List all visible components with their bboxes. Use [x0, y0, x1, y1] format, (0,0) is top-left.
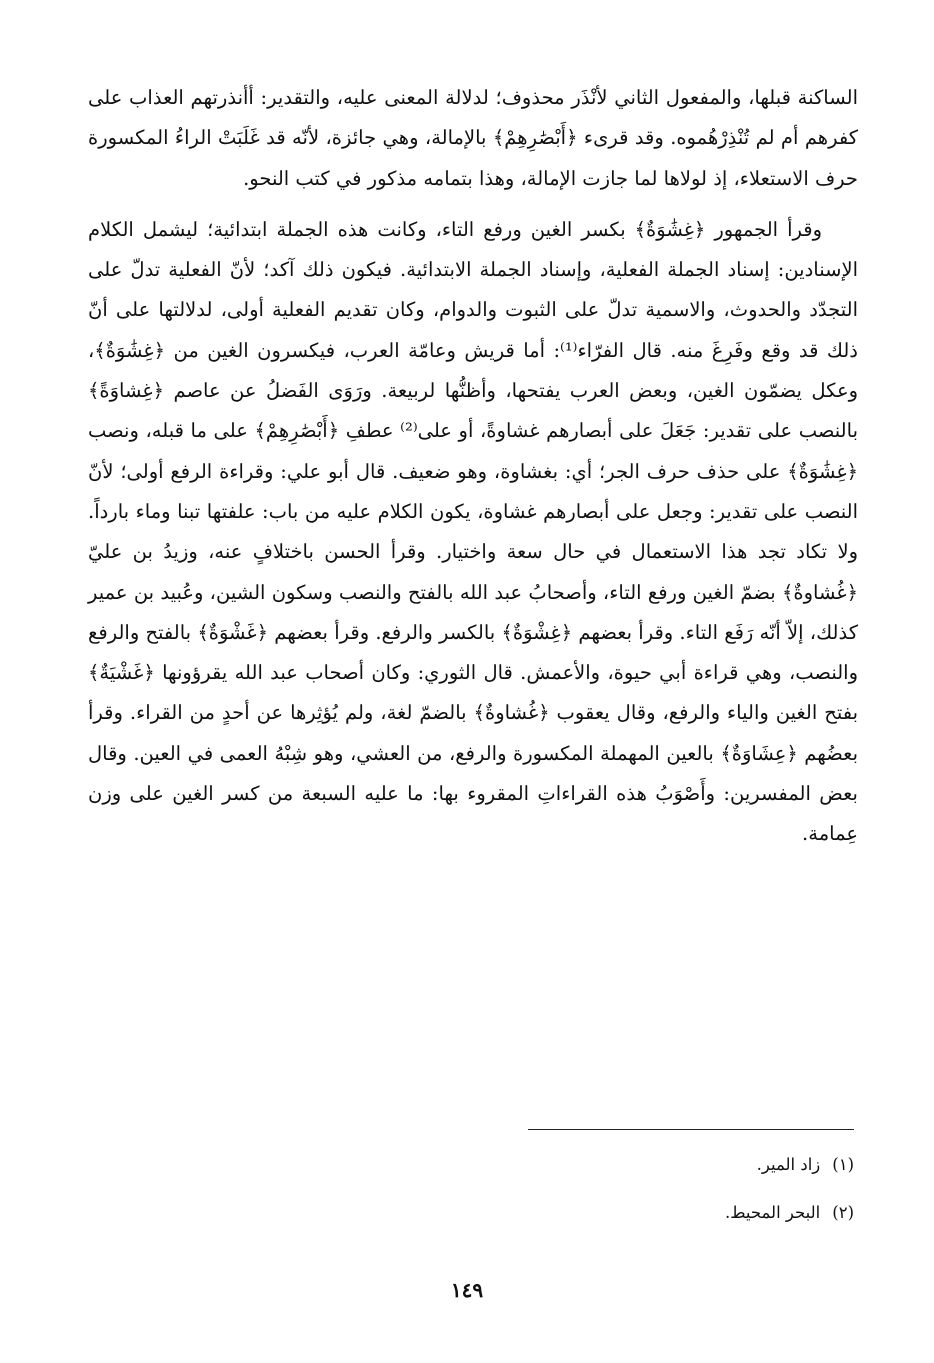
footnote-number: (١)	[832, 1155, 854, 1174]
footnote-2	[500, 1200, 854, 1226]
footnotes	[500, 1152, 854, 1248]
paragraph-1: الساكنة قبلها، والمفعول الثاني لأنْذَر محذوف؛ لدلالة المعنى عليه، والتقدير: أأنذرتهم العذاب على كفرهم أم لم تُنْذِرْهُموه. وقد قرىء ﴿أَبْصَٰرِهِمْ﴾ بالإمالة، وهي جائزة، لأنّه قد غَلَبَتْ الراءُ المكسورة حرف الاستعلاء، إذ لولاها لما جازت الإمالة، وهذا بتمامه مذكور في كتب النحو.	[88, 86, 858, 190]
footnote-text: البحر المحيط.	[724, 1203, 821, 1222]
footnote-divider	[528, 1129, 854, 1130]
footnote-number: (٢)	[832, 1203, 854, 1222]
paragraph-2: وقرأ الجمهور ﴿غِشَٰوَةٌ﴾ بكسر الغين ورفع التاء، وكانت هذه الجملة ابتدائية؛ ليشمل الكلام الإسنادين: إسناد الجملة الفعلية، وإسناد الجملة الابتدائية. فيكون ذلك آكد؛ لأنّ الفعلية تدلّ على التجدّد والحدوث، والاسمية تدلّ على الثبوت والدوام، وكان تقديم الفعلية أولى، لدلالتها على أنّ ذلك قد وقع وفَرِغَ منه. قال الفرّاء⁽¹⁾: أما قريش وعامّة العرب، فيكسرون الغين من ﴿غِشَٰوَةٌ﴾، وعكل يضمّون الغين، وبعض العرب يفتحها، وأظنُّها لربيعة. ورَوَى الفَضلُ عن عاصم ﴿غِشاوَةً﴾ بالنصب على تقدير: جَعَلَ على أبصارهم غشاوةً، أو على⁽²⁾ عطفِ ﴿أَبْصَٰرِهِمْ﴾ على ما قبله، ونصب ﴿غِشَٰوَةٌ﴾ على حذف حرف الجر؛ أي: بغشاوة، وهو ضعيف. قال أبو علي: وقراءة الرفع أولى؛ لأنّ النصب على تقدير: وجعل على أبصارهم غشاوة، يكون الكلام عليه من باب: علفتها تبنا وماء بارداً. ولا تكاد تجد هذا الاستعمال في حال سعة واختيار. وقرأ الحسن باختلافٍ عنه، وزيدُ بن عليّ ﴿غُشاوةٌ﴾ بضمّ الغين ورفع التاء، وأصحابُ عبد الله بالفتح والنصب وسكون الشين، وعُبيد بن عمير كذلك، إلاّ أنّه رَفَع التاء. وقرأ بعضهم ﴿غِشْوَةٌ﴾ بالكسر والرفع. وقرأ بعضهم ﴿غَشْوَةٌ﴾ بالفتح والرفع والنصب، وهي قراءة أبي حيوة، والأعمش. قال الثوري: وكان أصحاب عبد الله يقرؤونها ﴿غَشْيَةٌ﴾ بفتح الغين والياء والرفع، وقال يعقوب ﴿غُشاوةٌ﴾ بالضمّ لغة، ولم يُؤثِرها عن أحدٍ من القراء. وقرأ بعضُهم ﴿عِشَاوَةٌ﴾ بالعين المهملة المكسورة والرفع، من العشي، وهو شِبْهُ العمى في العين. وقال بعض المفسرين: وأَصْوَبُ هذه القراءاتِ المقروء بها: ما عليه السبعة من كسر الغين على وزن عِمامة.	[88, 217, 858, 846]
footnote-text: زاد المير.	[756, 1155, 821, 1174]
main-text	[88, 78, 858, 855]
page-number: ١٤٩	[450, 1278, 484, 1302]
footnote-1	[500, 1152, 854, 1178]
